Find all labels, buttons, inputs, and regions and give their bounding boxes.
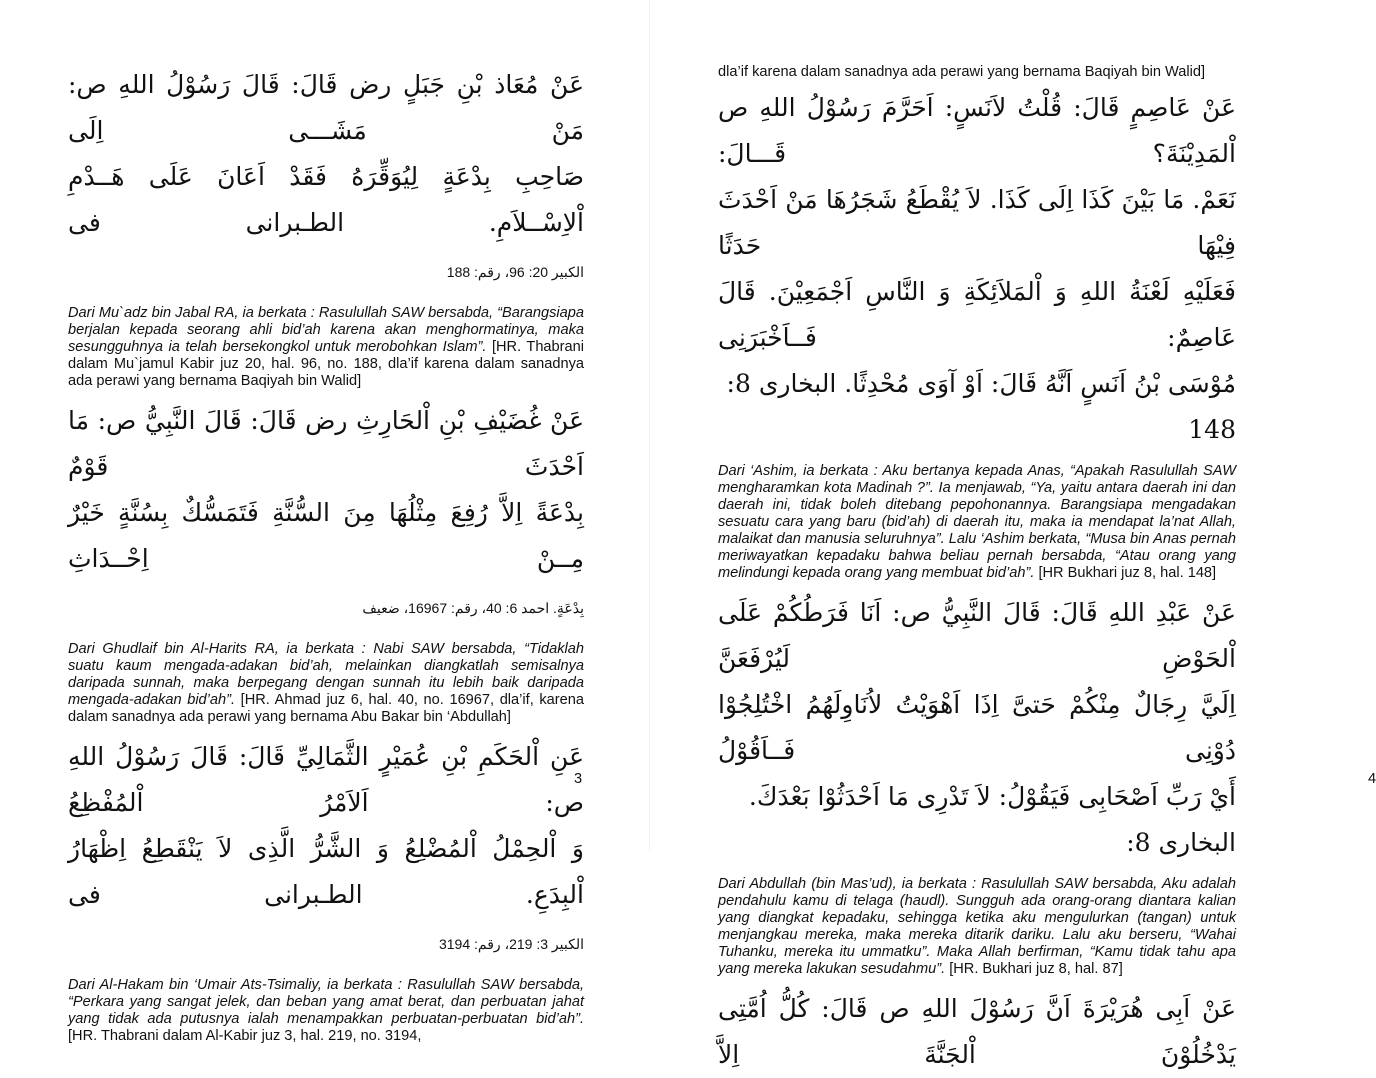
translation-paragraph	[718, 876, 1236, 978]
reference-text: [HR. Thabrani dalam Mu`jamul Kabir juz 20, hal. 96, no. 188, dla’if karena dalam sanadnya ada perawi yang bernama Baqiyah bin Walid]	[68, 339, 585, 389]
hadith-entry	[718, 986, 1236, 1078]
translation-paragraph	[68, 641, 584, 726]
translation-paragraph	[68, 305, 584, 390]
carry-over-text: dla’if karena dalam sanadnya ada perawi yang bernama Baqiyah bin Walid]	[718, 64, 1206, 80]
arabic-line: اِلَيَّ رِجَالٌ مِنْكُمْ حَتىَّ اِذَا اَهْوَيْتُ لاُنَاوِلَهُمُ اخْتُلِجُوْا دُوْنِى فَــاَقُوْلُ	[718, 690, 1236, 765]
translation-paragraph	[718, 463, 1236, 582]
hadith-entry	[68, 62, 584, 390]
reference-text: [HR. Ahmad juz 6, hal. 40, no. 16967, dla’if, karena dalam sanadnya ada perawi yang bernama Abu Bakar bin ‘Abdullah]	[68, 692, 584, 725]
right-page	[650, 0, 1376, 1069]
arabic-line: نَعَمْ. مَا بَيْنَ كَذَا اِلَى كَذَا. لاَ يُقْطَعُ شَجَرُهَا مَنْ اَحْدَثَ فِيْهَا حَدَثًا	[718, 185, 1236, 260]
arabic-line: بِدْعَةً اِلاَّ رُفِعَ مِثْلُهَا مِنَ السُّنَّةِ فَتَمَسُّكٌ بِسُنَّةٍ خَيْرٌ مِــنْ اِحْــدَاثِ	[68, 498, 584, 573]
arabic-line: عَنْ عَبْدِ اللهِ قَالَ: قَالَ النَّبِيُّ ص: اَنَا فَرَطُكُمْ عَلَى اْلحَوْضِ لَيُرْفَعَنَّ	[718, 598, 1236, 673]
right-page-column	[718, 64, 1236, 1078]
arabic-line: مُوْسَى بْنُ اَنَسٍ اَنَّهُ قَالَ: اَوْ آوَى مُحْدِثًا. البخارى 8: 148	[726, 369, 1236, 444]
left-page	[0, 0, 650, 1044]
translation-text: Dari Al-Hakam bin ‘Umair Ats-Tsimaliy, ia berkata : Rasulullah SAW bersabda, “Perkara yang sangat jelek, dan beban yang amat berat, dan perbuatan jahat yang tidak ada putusnya ialah menampakkan perbuatan-perbuatan bid’ah”.	[68, 977, 584, 1027]
translation-text: Dari Ghudlaif bin Al-Harits RA, ia berkata : Nabi SAW bersabda, “Tidaklah suatu kaum mengada-adakan bid’ah, melainkan diangkatlah semisalnya daripada sunnah, maka berpegang dengan sunnah itu lebih baik daripada mengada-adakan bid’ah”.	[68, 641, 584, 708]
translation-paragraph	[68, 977, 584, 1045]
reference-text: [HR Bukhari juz 8, hal. 148]	[1034, 565, 1217, 581]
reference-text: [HR. Bukhari juz 8, hal. 87]	[945, 961, 1123, 977]
translation-text: Dari Mu`adz bin Jabal RA, ia berkata : Rasulullah SAW bersabda, “Barangsiapa berjalan kepada seorang ahli bid’ah karena akan menghormatinya, maka sesungguhnya ia telah bersekongkol untuk merobohkan Islam”.	[68, 305, 584, 355]
arabic-line: عَنْ مُعَاذ بْنِ جَبَلٍ رض قَالَ: قَالَ رَسُوْلُ اللهِ ص: مَنْ مَشَـــى اِلَى	[68, 70, 584, 145]
translation-text: Dari Abdullah (bin Mas’ud), ia berkata : Rasulullah SAW bersabda, Aku adalah pendahulu kamu di telaga (haudl). Sungguh ada orang-orang diantara kalian yang diangkat kepadaku, sehingga ketika aku mengulurkan (tangan) untuk menjangkau mereka, maka mereka ditarik dariku. Lalu aku berseru, “Wahai Tuhanku, mereka itu ummatku”. Maka Allah berfirman, “Kamu tidak tahu apa yang mereka lakukan sesudahmu”.	[718, 876, 1236, 977]
hadith-entry	[718, 590, 1236, 978]
arabic-line: عَنْ عَاصِمٍ قَالَ: قُلْتُ لاَنَسٍ: اَحَرَّمَ رَسُوْلُ اللهِ ص اْلمَدِيْنَةَ؟ قَـــالَ:	[718, 93, 1236, 168]
left-page-column	[68, 62, 584, 1053]
arabic-line: صَاحِبِ بِدْعَةٍ لِيُوَقِّرَهُ فَقَدْ اَعَانَ عَلَى هَــدْمِ اْلاِسْــلاَمِ. الطـبرانى فى	[68, 162, 584, 237]
arabic-line: وَ اْلحِمْلُ اْلمُضْلِعُ وَ الشَّرُّ الَّذِى لاَ يَنْقَطِعُ اِظْهَارُ اْلبِدَعِ. الطـبرانى فى	[68, 834, 584, 909]
arabic-line: عَنْ غُضَيْفِ بْنِ اْلحَارِثِ رض قَالَ: قَالَ النَّبِيُّ ص: مَا اَحْدَثَ قَوْمٌ	[68, 406, 584, 481]
page-number: 4	[1368, 771, 1376, 787]
arabic-line: عَنِ اْلحَكَمِ بْنِ عُمَيْرٍ الثَّمَالِيِّ قَالَ: قَالَ رَسُوْلُ اللهِ ص: اَلاَمْرُ اْلمُفْظِعُ	[68, 742, 584, 817]
arabic-source: الكبير 20: 96، رقم: 188	[446, 264, 584, 280]
hadith-entry	[68, 398, 584, 726]
arabic-line: عَنْ اَبِى هُرَيْرَةَ اَنَّ رَسُوْلَ اللهِ ص قَالَ: كُلُّ اُمَّتِى يَدْخُلُوْنَ اْلجَنَّةَ اِلاَّ	[718, 994, 1236, 1069]
translation-text: Dari ‘Ashim, ia berkata : Aku bertanya kepada Anas, “Apakah Rasulullah SAW mengharamkan kota Madinah ?”. Ia menjawab, “Ya, yaitu antara daerah ini dan daerah ini, tidak boleh ditebang pepohonannya. Barangsiapa mengadakan sesuatu cara yang baru (bid’ah) di daerah itu, maka ia mendapat la’nat Allah, malaikat dan manusia seluruhnya”. Lalu ‘Ashim berkata, “Musa bin Anas pernah meriwayatkan kepadaku bahwa beliau pernah bersabda, “Atau orang yang melindungi kepada orang yang membuat bid’ah”.	[718, 463, 1236, 581]
arabic-source: بِدْعَةٍ. احمد 6: 40، رقم: 16967، ضعيف	[362, 600, 584, 616]
arabic-line: أَيْ رَبِّ اَصْحَابِى فَيَقُوْلُ: لاَ تَدْرِى مَا اَحْدَثُوْا بَعْدَكَ. البخارى 8:	[748, 782, 1236, 857]
arabic-source: الكبير 3: 219، رقم: 3194	[438, 936, 584, 952]
page-number: 3	[574, 771, 583, 787]
hadith-entry	[68, 734, 584, 1045]
reference-text: [HR. Thabrani dalam Al-Kabir juz 3, hal. 219, no. 3194,	[68, 1028, 422, 1044]
arabic-line: فَعَلَيْهِ لَعْنَةُ اللهِ وَ اْلمَلاَئِكَةِ وَ النَّاسِ اَجْمَعِيْنَ. قَالَ عَاصِمٌ: فَــاَخْبَرَنِى	[718, 277, 1236, 352]
hadith-entry	[718, 85, 1236, 582]
